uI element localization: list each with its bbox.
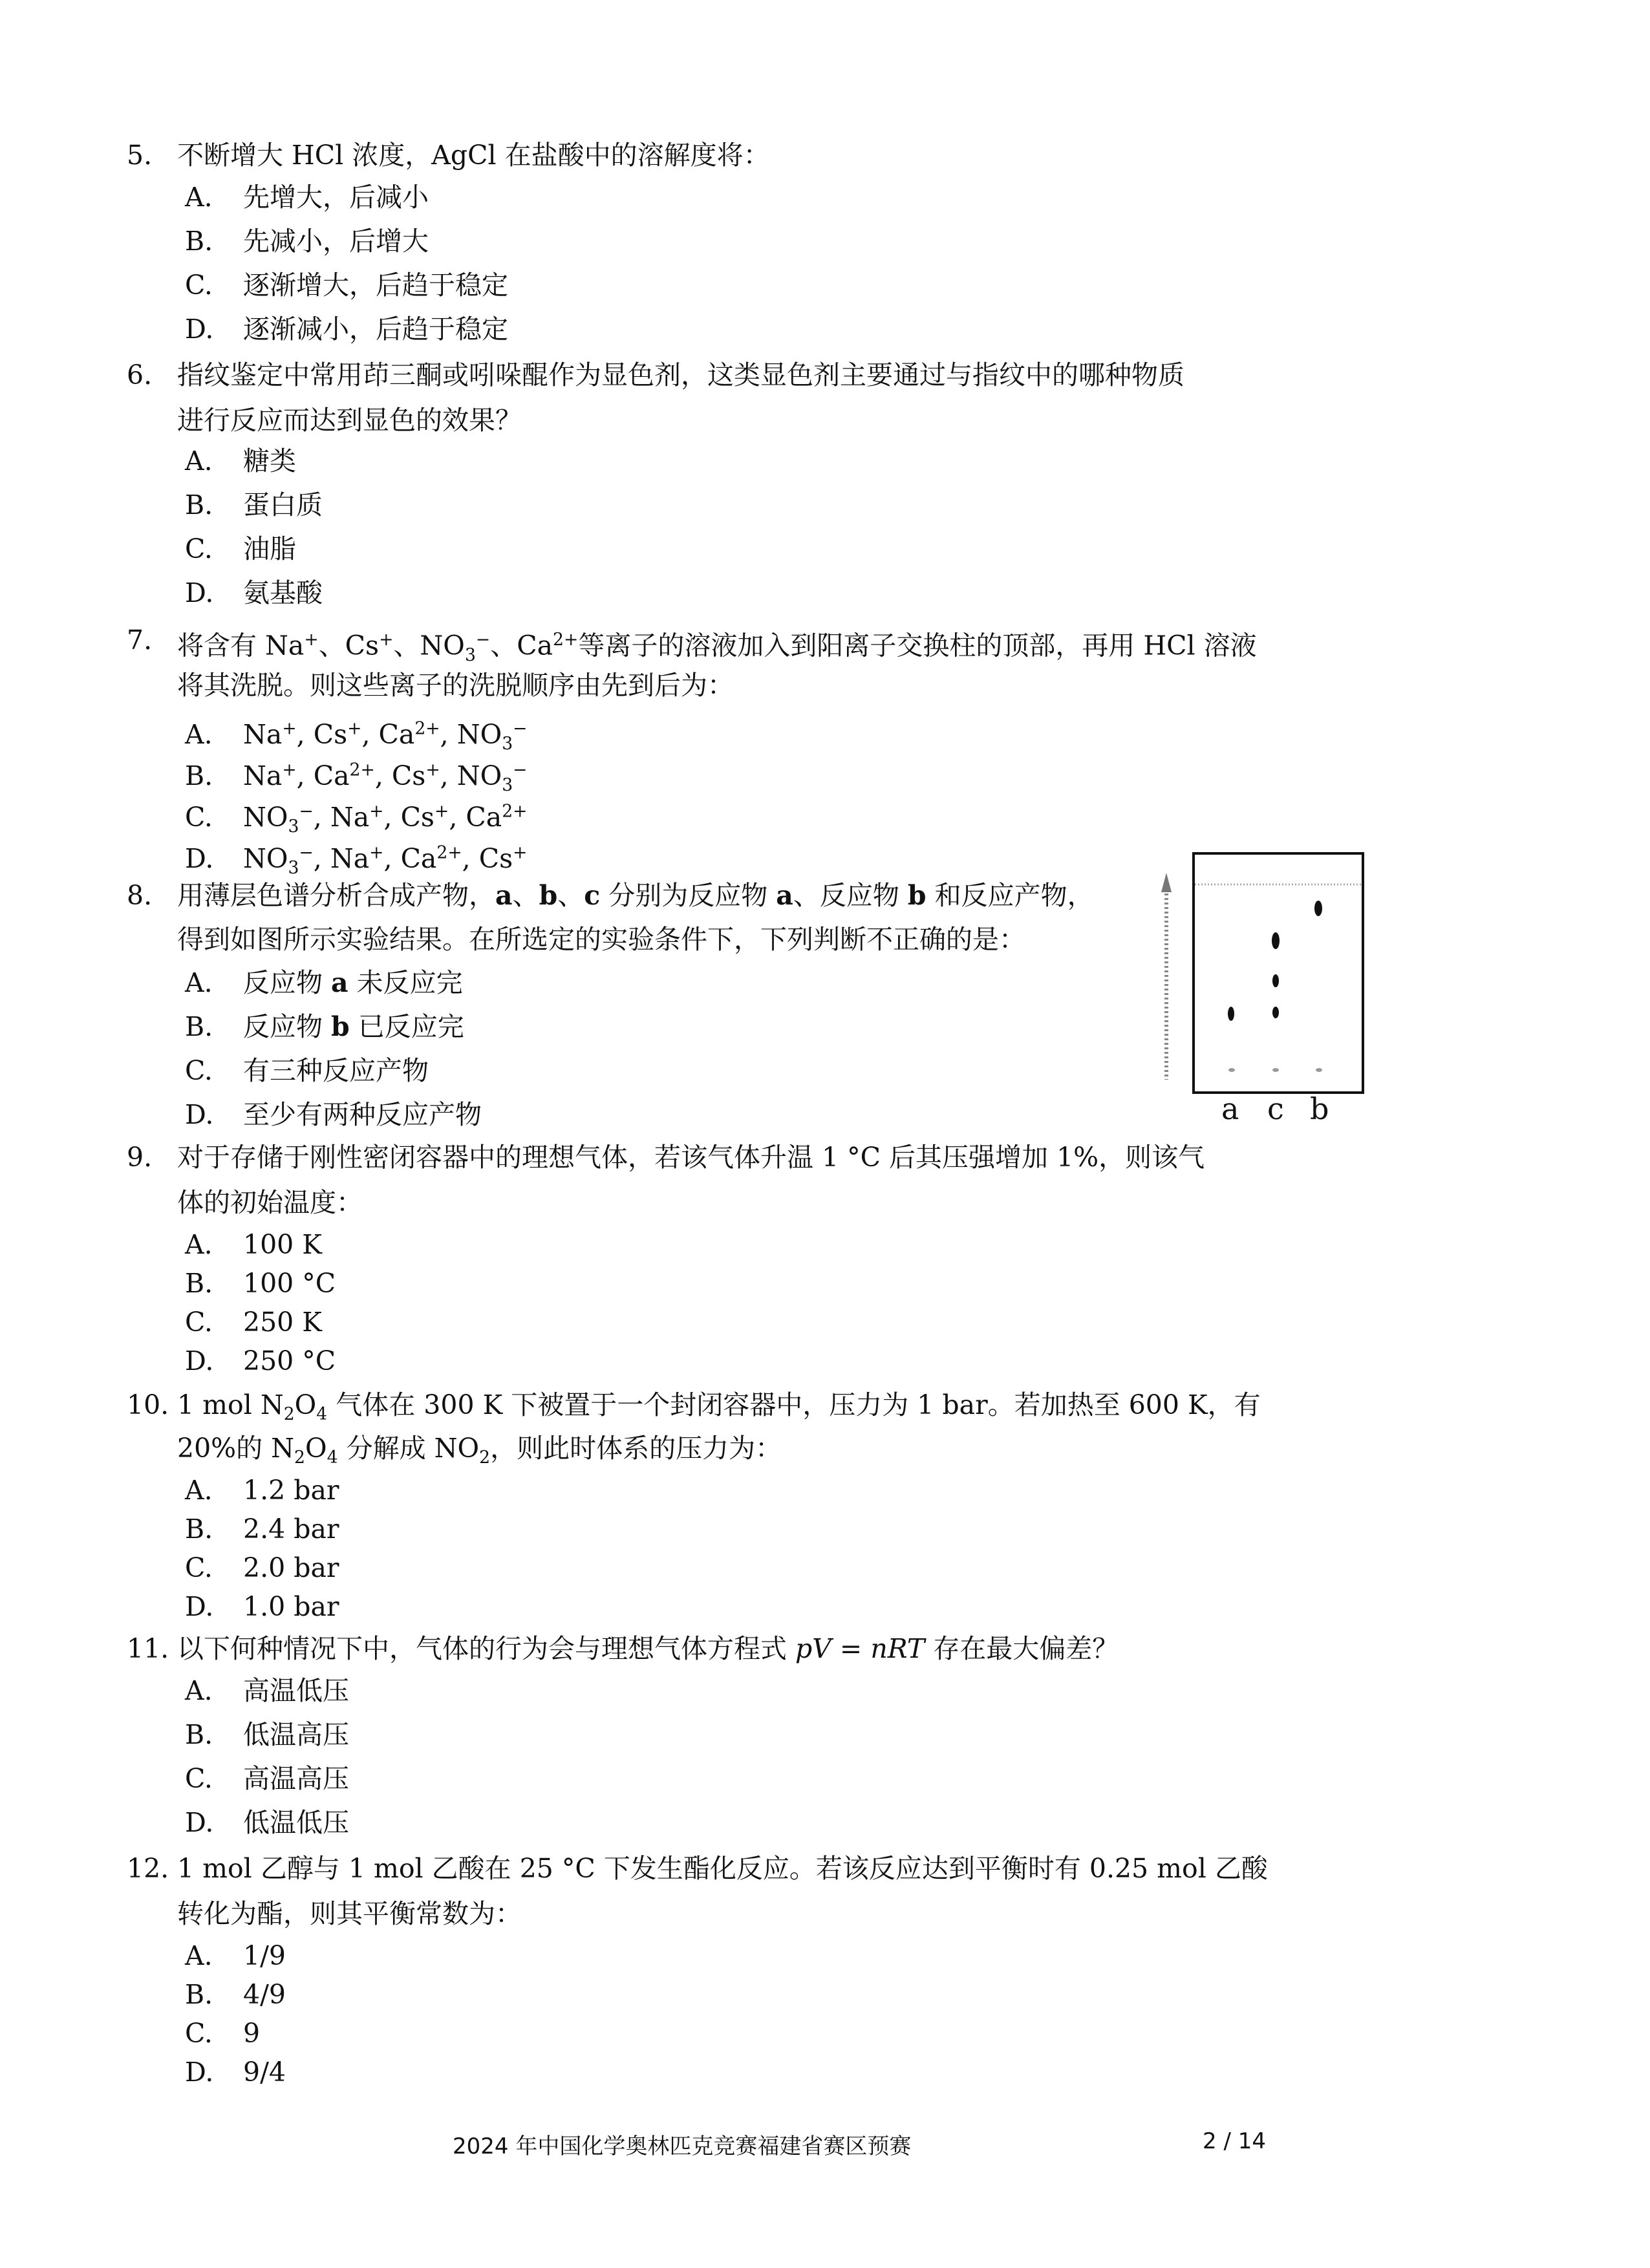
option: D. 250 °C [185,1345,336,1376]
question-number: 11. [127,1633,169,1664]
option: C. 逐渐增大，后趋于稳定 [185,270,508,301]
option: A. Na+, Cs+, $Ca^{2+}$, $NO_3^-$ [185,718,528,754]
spot-b [1314,901,1322,916]
question-number: 6. [127,359,153,390]
question-number: 10. [127,1389,169,1420]
question-stem: 对于存储于刚性密闭容器中的理想气体，若该气体升温 1 °C 后其压强增加 1%，则该气 [177,1142,1205,1173]
option: A. 1/9 [185,1940,286,1971]
option: A. 先增大，后减小 [185,182,429,213]
option: C. $NO_3^-$, Na+, Cs+, $Ca^{2+}$ [185,801,528,837]
option: B. 蛋白质 [185,489,323,520]
spot-c-1 [1272,1007,1279,1018]
option: D. 至少有两种反应产物 [185,1099,482,1130]
option: D. 低温低压 [185,1807,349,1838]
question-stem: 不断增大 HCl 浓度，AgCl 在盐酸中的溶解度将： [177,140,770,171]
origin-spot-b [1316,1068,1322,1072]
question-number: 5. [127,140,153,171]
question-stem: 指纹鉴定中常用茚三酮或吲哚醌作为显色剂，这类显色剂主要通过与指纹中的哪种物质 [177,359,1184,390]
option: B. 100 °C [185,1268,336,1299]
footer-title: 2024 年中国化学奥林匹克竞赛福建省赛区预赛 [453,2134,912,2159]
origin-spot-a [1228,1068,1235,1072]
question-stem: 用薄层色谱分析合成产物，a、b、c 分别为反应物 a、反应物 b 和反应产物， [177,880,1094,911]
option: A. 糖类 [185,445,296,476]
option: D. 氨基酸 [185,577,323,608]
question-stem: 以下何种情况下中，气体的行为会与理想气体方程式 pV = nRT 存在最大偏差？ [177,1633,1119,1664]
option: D. $NO_3^-$, Na+, $Ca^{2+}$, Cs+ [185,842,528,878]
lane-label-b: b [1310,1091,1329,1126]
tlc-plate-figure [1151,847,1371,1138]
question-stem: 1 mol 乙醇与 1 mol 乙酸在 25 °C 下发生酯化反应。若该反应达到平衡时有 0.25 mol 乙酸 [177,1853,1268,1884]
option: D. 9/4 [185,2057,286,2088]
option: B. 反应物 b 已反应完 [185,1011,464,1042]
spot-c-2 [1272,974,1279,987]
spot-a [1228,1007,1234,1021]
option: A. 1.2 bar [185,1475,339,1506]
option: D. 逐渐减小，后趋于稳定 [185,314,508,345]
option: B. Na+, $Ca^{2+}$, Cs+, $NO_3^-$ [185,760,528,795]
exam-page: 5. 不断增大 HCl 浓度，AgCl 在盐酸中的溶解度将： A. 先增大，后减小 B. 先减小，后增大 C. 逐渐增大，后趋于稳定 D. 逐渐减小，后趋于稳定 6. 指纹鉴定中常用茚三酮或吲哚醌作为显色剂，这类显色剂主要通过与指纹中的哪种物质 进行反应而达到显色的效果？ A. 糖类 B. 蛋白质 C. 油脂 D. 氨基酸 7. 将含有 Na+、Cs+、$NO_3^-$、$Ca^{2+}$等离子的溶液加入到阳离子交换柱的顶部，再用 HCl 溶液 将其洗脱。则这些离子的洗脱顺序由先到后为： A. Na+, Cs+, $Ca^{2+}$, $NO_3^-$ B. Na+, $Ca^{2+}$, Cs+, $NO_3^-$ C. $NO_3^-$, Na+, Cs+, $Ca^{2+}$ D. $NO_3^-$, Na+, $Ca^{2+}$, Cs+ 8. 用薄层色谱分析合成产物，a、b、c 分别为反应物 a、反应物 b 和反应产物， 得到如图所示实验结果。在所选定的实验条件下，下列判断不正确的是： A. 反应物 a 未反应完 B. 反应物 b 已反应完 C. 有三种反应产物 D. 至少有两种反应产物 a c b 9. 对于存储于刚性密闭容器中的理想气体，若该气体升温 1 °C 后其压强增加 1%，则该气 体的初始温度： A. 100 K B. 100 °C C. 250 K D. 250 °C 10. 1 mol $N_2O_4$ 气体在 300 K 下被置于一个封闭容器中，压力为 1 bar。若加热至 600 K，有 20%的 $N_2O_4$ 分解成 $NO_2$，则此时体系的压力为： A. 1.2 bar B. 2.4 bar C. 2.0 bar D. 1.0 bar 11. 以下何种情况下中，气体的行为会与理想气体方程式 pV = nRT 存在最大偏差？ A. 高温低压 B. 低温高压 C. 高温高压 D. 低温低压 12. 1 mol 乙醇与 1 mol 乙酸在 25 °C 下发生酯化反应。若该反应达到平衡时有 0.25 mol 乙酸 转化为酯，则其平衡常数为： A. 1/9 B. 4/9 C. 9 D. 9/4 2024 年中国化学奥林匹克竞赛福建省赛区预赛 2 / 14 [0,0,1650,2268]
question-stem: 将含有 Na+、Cs+、$NO_3^-$、$Ca^{2+}$等离子的溶液加入到阳离子交换柱的顶部，再用 HCl 溶液 [177,630,1257,665]
page-number: 2 / 14 [1203,2128,1266,2154]
origin-spot-c [1272,1068,1279,1072]
option: B. 4/9 [185,1979,286,2010]
solvent-front-arrow-head [1161,873,1172,892]
question-number: 7. [127,625,153,656]
spot-c-3 [1272,932,1280,949]
option: C. 250 K [185,1307,322,1338]
option: C. 9 [185,2018,261,2049]
tlc-plate [1194,853,1363,1093]
option: B. 先减小，后增大 [185,226,429,257]
option: A. 100 K [185,1229,322,1260]
option: D. 1.0 bar [185,1591,339,1622]
option: B. 低温高压 [185,1719,349,1750]
option: C. 2.0 bar [185,1552,339,1583]
lane-label-c: c [1267,1091,1284,1126]
option: C. 油脂 [185,533,296,564]
option: B. 2.4 bar [185,1514,339,1545]
option: A. 高温低压 [185,1675,349,1706]
question-number: 12. [127,1853,169,1884]
question-stem: 1 mol $N_2O_4$ 气体在 300 K 下被置于一个封闭容器中，压力为 1 bar。若加热至 600 K，有 [177,1389,1261,1425]
lane-label-a: a [1221,1091,1239,1126]
option: C. 高温高压 [185,1763,349,1794]
question-number: 8. [127,880,153,911]
question-number: 9. [127,1142,153,1173]
option: C. 有三种反应产物 [185,1055,429,1086]
option: A. 反应物 a 未反应完 [185,967,463,998]
